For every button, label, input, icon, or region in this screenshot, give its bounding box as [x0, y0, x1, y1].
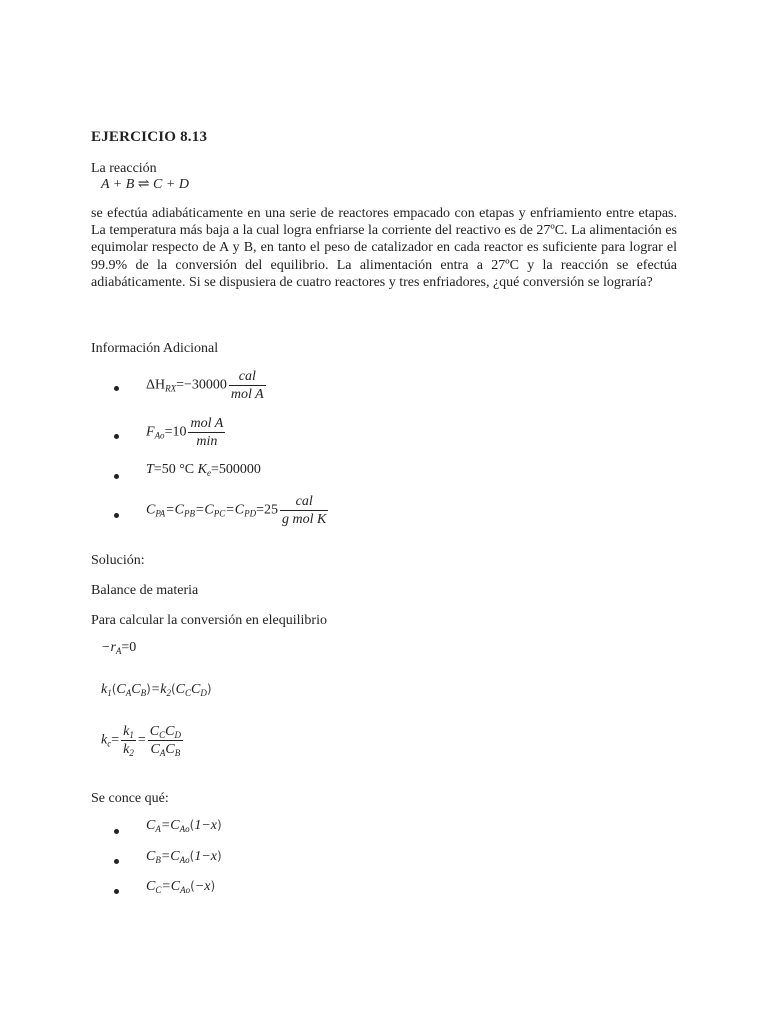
bullet-icon	[114, 474, 119, 479]
fraction: $\frac{\text{mol A}}{\min}$	[190, 416, 224, 449]
fraction: $\frac{k_1}{k_2}$	[123, 724, 134, 758]
equilibrium-equation: $k_1(C_AC_B)=k_2(C_CC_D)$	[101, 682, 212, 698]
known-item: $C_B=C_{Ao}(1-x)$	[146, 849, 222, 865]
info-heading: Información Adicional	[91, 341, 219, 356]
known-item: $C_C=C_{Ao}(-x)$	[146, 879, 216, 895]
balance-label: Balance de materia	[91, 583, 199, 598]
heat-capacity-formula: $C_{PA}=C_{PB}=C_{PC}=C_{PD}=25$ $\frac{\text{cal}}{\text{g mol K}}$	[146, 494, 327, 527]
reaction-equation: A + B ⇌ C + D	[101, 177, 189, 192]
bullet-icon	[114, 859, 119, 864]
solution-label: Solución:	[91, 553, 145, 568]
known-item: $C_A=C_{Ao}(1-x)$	[146, 818, 222, 834]
intro-label: La reacción	[91, 161, 157, 176]
rate-equation: $-r_A=0$	[101, 640, 137, 656]
calc-label: Para calcular la conversión en elequilibrio	[91, 613, 327, 628]
temperature-formula: T=50 °C $K_e=500000$	[146, 462, 261, 478]
bullet-icon	[114, 889, 119, 894]
fraction: $\frac{\text{cal}}{\text{g mol K}}$	[282, 494, 327, 527]
fraction: $\frac{C_CC_D}{C_AC_B}$	[149, 724, 181, 758]
equilibrium-constant-equation: $k_c=$ $\frac{k_1}{k_2}$ = $\frac{C_CC_D}{C_AC_B}$	[101, 724, 181, 758]
problem-paragraph: se efectúa adiabáticamente en una serie de reactores empacado con etapas y enfriamiento entre etapas. La temperatura más baja a la cual logra enfriarse la corriente del reactivo es de 27ºC. La alimentación es equimolar respecto de A y B, en tanto el peso de catalizador en cada reactor es suficiente para lograr el 99.9% de la conversión del equilibrio. La alimentación entra a 27ºC y la reacción se efectúa adiabáticamente. Si se dispusiera de cuatro reactores y tres enfriadores, ¿qué conversión se lograría?	[91, 206, 677, 290]
bullet-icon	[114, 386, 119, 391]
feed-rate-formula: $F_{Ao}=10$ $\frac{\text{mol A}}{\min}$	[146, 416, 224, 449]
known-label: Se conce qué:	[91, 791, 169, 806]
exercise-title: EJERCICIO 8.13	[91, 129, 208, 145]
fraction: $\frac{\text{cal}}{\text{mol A}}$	[230, 369, 264, 402]
bullet-icon	[114, 434, 119, 439]
enthalpy-formula: $\Delta H_{RX}=-30000$ $\frac{\text{cal}}{\text{mol A}}$	[146, 369, 264, 402]
bullet-icon	[114, 829, 119, 834]
bullet-icon	[114, 513, 119, 518]
